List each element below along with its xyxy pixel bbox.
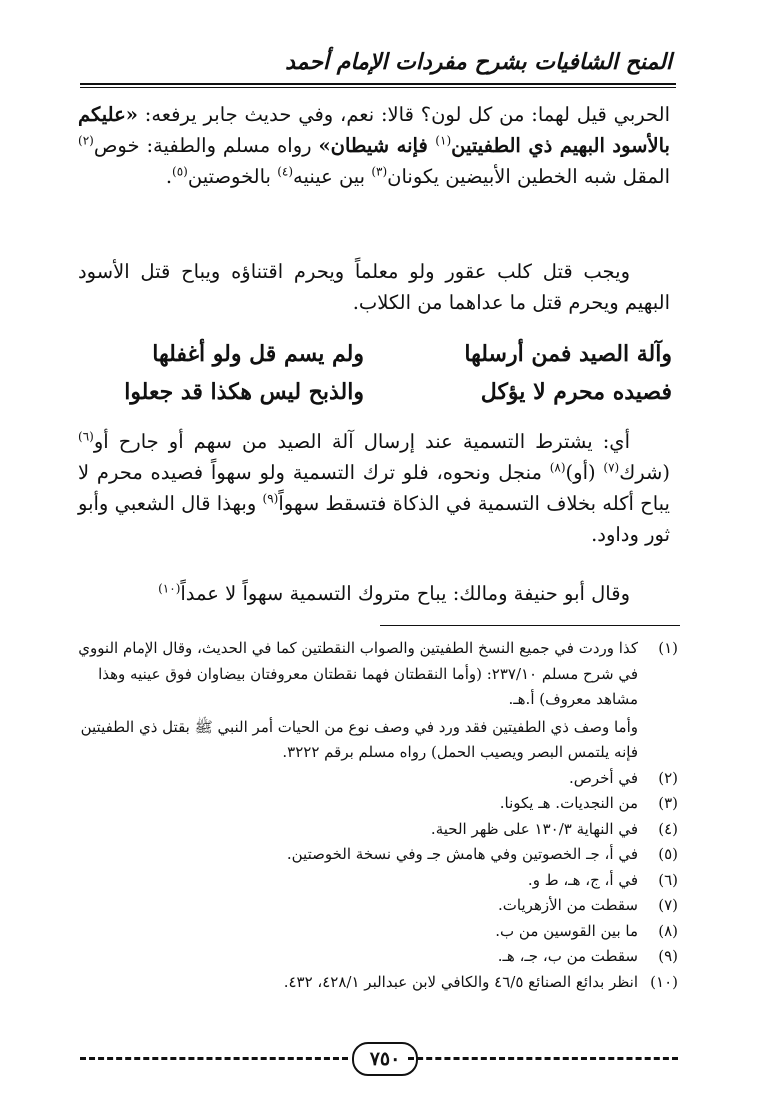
verse-hemistich-first: فصيده محرم لا يؤكل	[480, 379, 672, 405]
footnote-ref: (١٠)	[158, 581, 181, 596]
text-span: وبهذا قال الشعبي وأبو ثور وداود.	[78, 492, 670, 546]
footnote-number: (٨)	[658, 921, 678, 940]
footnote-number: (١)	[658, 639, 678, 657]
footnote-text: سقطت من الأزهريات.	[498, 896, 638, 914]
footnote-ref: (٦)	[78, 429, 94, 444]
footnote-number: (١٠)	[650, 972, 678, 991]
paragraph-hadith	[78, 99, 670, 192]
footnote	[76, 893, 678, 919]
footnote-number: (٧)	[658, 896, 678, 914]
footnotes	[76, 636, 678, 995]
footnote-ref: (٩)	[262, 491, 279, 506]
footnote-text: في أخرص.	[568, 768, 638, 787]
footnote-ref: (٣)	[371, 164, 388, 179]
footnote	[76, 868, 678, 894]
footnote	[76, 944, 678, 970]
verse-hemistich-second: ولم يسم قل ولو أغفلها	[152, 341, 364, 367]
header-rule-thin	[80, 87, 676, 88]
text-span: الحربي قيل لهما: من كل لون؟ قالا: نعم، وفي حديث جابر يرفعه:	[137, 103, 670, 126]
paragraph-dogs-ruling: ويجب قتل كلب عقور ولو معلماً ويحرم اقتناؤه ويباح قتل الأسود البهيم ويحرم قتل ما عداهما من الكلاب.	[78, 260, 670, 314]
footnote-text: في أ، ج، هـ، ط و.	[527, 870, 638, 889]
footer-dashed-rule	[80, 1057, 348, 1060]
footnote	[76, 970, 678, 996]
text-span: منجل ونحوه، فلو ترك التسمية ولو سهواً فصيده محرم لا يباح أكله بخلاف التسمية في الذكاة فتسقط سهواً	[78, 461, 670, 515]
page-footer	[80, 1040, 678, 1076]
text-span: .	[165, 165, 173, 188]
footnote-number: (٩)	[658, 947, 678, 965]
footnote-text: في النهاية ١٣٠/٣ على ظهر الحية.	[430, 819, 638, 838]
footnote-number: (٦)	[658, 870, 678, 889]
footnote	[76, 919, 678, 945]
footer-dashed-rule	[408, 1057, 678, 1060]
footnote-separator	[380, 625, 680, 626]
footnote-text: سقطت من ب، جـ، هـ.	[497, 947, 638, 965]
text-span: أي: يشترط التسمية عند إرسال آلة الصيد من سهم أو جارح أو	[93, 430, 630, 453]
footnote-text: كذا وردت في جميع النسخ الطفيتين والصواب النقطتين كما في الحديث، وقال الإمام النووي في شرح مسلم ٢٣٧/١٠: (وأما النقطتان فهما نقطتان معروفتان بيضاوان فوق عينيه وهذا مشاهد معروف) أ.هـ.	[78, 639, 638, 708]
footnote-ref: (٧)	[603, 460, 620, 475]
footnote-number: (٢)	[658, 768, 678, 787]
text-span: بين عينيه	[293, 165, 372, 188]
footnote-text: انظر بدائع الصنائع ٤٦/٥ والكافي لابن عبدالبر ٤٢٨/١، ٤٣٢.	[283, 972, 638, 991]
footnote	[76, 636, 678, 713]
page-number: ٧٥٠	[352, 1042, 418, 1076]
footnote-text: من النجديات. هـ يكونا.	[499, 794, 638, 812]
text-span: بالخوصتين	[187, 165, 278, 188]
hadith-quote-end: فإنه شيطان»	[318, 134, 436, 157]
header-rule	[80, 83, 676, 85]
hadith-quote: «عليكم بالأسود البهيم ذي الطفيتين	[78, 103, 670, 157]
footnote-continuation: وأما وصف ذي الطفيتين فقد ورد في وصف نوع من الحيات أمر النبي ﷺ بقتل ذي الطفيتين فإنه يلتمس البصر ويصيب الحمل) رواه مسلم برقم ٣٢٢٢.	[80, 717, 638, 761]
footnote-text: ما بين القوسين من ب.	[495, 921, 638, 940]
text-span: وقال أبو حنيفة ومالك: يباح متروك التسمية سهواً لا عمداً	[180, 582, 630, 605]
footnote-number: (٥)	[658, 845, 678, 863]
footnote	[76, 766, 678, 792]
footnote-ref: (٤)	[277, 164, 294, 179]
footnote-ref: (٢)	[78, 133, 94, 148]
running-header: المنح الشافيات بشرح مفردات الإمام أحمد	[285, 49, 672, 75]
verse-line	[74, 334, 672, 374]
text-span: المقل شبه الخطين الأبيضين يكونان	[387, 165, 670, 188]
text-span: (شرك	[619, 461, 670, 484]
footnote-ref: (٥)	[172, 164, 188, 179]
verse-line	[74, 372, 672, 412]
footnote	[76, 791, 678, 817]
text-span: (أو)	[565, 461, 604, 484]
paragraph-abu-hanifa	[78, 578, 670, 609]
footnote-text: في أ، جـ الخصوتين وفي هامش جـ وفي نسخة الخوصتين.	[286, 845, 638, 863]
footnote	[76, 842, 678, 868]
footnote	[76, 817, 678, 843]
footnote-number: (٤)	[658, 819, 678, 838]
footnote-ref: (١)	[435, 133, 452, 148]
verse-hemistich-second: والذبح ليس هكذا قد جعلوا	[124, 379, 364, 405]
footnote-ref: (٨)	[549, 460, 566, 475]
verse-hemistich-first: وآلة الصيد فمن أرسلها	[464, 341, 672, 367]
text-span: رواه مسلم والطفية: خوص	[93, 134, 319, 157]
footnote-number: (٣)	[658, 794, 678, 812]
paragraph-commentary	[78, 426, 670, 550]
